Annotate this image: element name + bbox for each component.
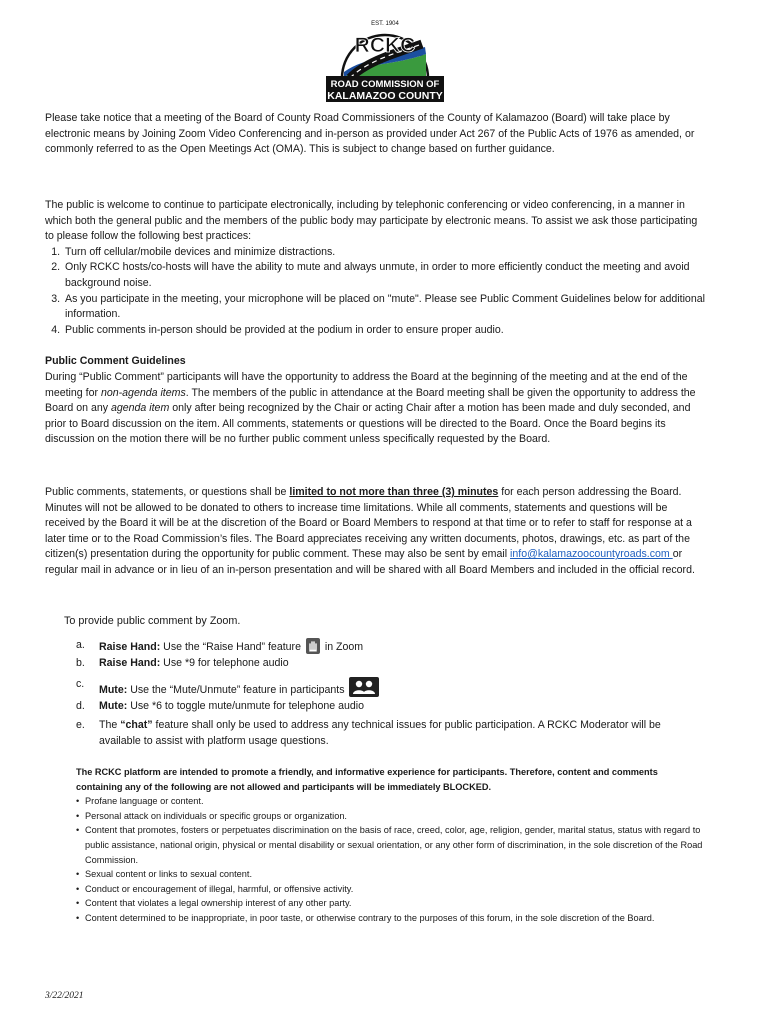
best-practices-list (45, 245, 705, 339)
welcome-paragraph: The public is welcome to continue to participate electronically, including by telephonic conferencing or video conferencing, in a manner in which both the general public and the members of the public body may participate by electronic means. To assist we ask those participating to please follow the following best practices: (45, 199, 698, 243)
item-label: “chat” (120, 719, 153, 732)
item-text: Use the “Mute/Unmute” feature in participants (127, 684, 348, 697)
logo-banner-line2: KALAMAZOO COUNTY (327, 90, 443, 102)
item-letter: b. (76, 656, 85, 669)
rule-item: • Sexual content or links to sexual content. (76, 867, 706, 882)
item-text: feature shall only be used to address any technical issues for public participation. A RCKC Moderator will be available to assist with platform usage questions. (99, 719, 661, 747)
zoom-item-c (76, 677, 696, 699)
content-rules (76, 765, 706, 926)
rule-item: • Profane language or content. (76, 794, 706, 809)
time-limit-emphasis: limited to not more than three (3) minutes (289, 486, 499, 498)
zoom-item-e (76, 718, 696, 749)
participants-icon (349, 677, 379, 697)
guidelines-paragraph (45, 370, 705, 448)
item-label: Mute: (99, 684, 128, 697)
rule-item: • Conduct or encouragement of illegal, harmful, or offensive activity. (76, 882, 706, 897)
limit-text: for each person addressing the Board. Minutes will not be allowed to be donated to others to increase time limitations. While all comments, statements and questions will be received by the Board it will be at the discretion of the Board or Board Members to respond at that time or to refer to staff for response at a later time or to the Road Commission’s files. The Board appreciates receiving any written documents, photos, drawings, etc. as part of the citizen(s) presentation during the opportunity for public comment. These may also be sent by email (45, 486, 692, 561)
item-label: Raise Hand: (99, 641, 161, 653)
practice-item: 3. As you participate in the meeting, your microphone will be placed on "mute". Please see Public Comment Guidelines below for additional information. (63, 292, 705, 323)
raise-hand-icon (306, 638, 320, 654)
zoom-item-b (76, 656, 696, 672)
item-label: Mute: (99, 699, 128, 712)
non-agenda-items-emphasis: non-agenda items (100, 386, 186, 399)
rule-item: • Content that violates a legal ownership interest of any other party. (76, 896, 706, 911)
logo-banner-line1: ROAD COMMISSION OF (330, 79, 440, 90)
logo-initials: RCKC (354, 34, 416, 57)
rule-item: • Personal attack on individuals or specific groups or organization. (76, 809, 706, 824)
item-letter: c. (76, 678, 85, 691)
rules-lead: The RCKC platform are intended to promote a friendly, and informative experience for participants. Therefore, content and comments containing any of the following are not allowed and participants will be immediately BLOCKED. (76, 767, 658, 792)
item-letter: d. (76, 699, 85, 712)
practice-item: 1. Turn off cellular/mobile devices and minimize distractions. (63, 245, 705, 261)
meeting-notice: Please take notice that a meeting of the Board of County Road Commissioners of the County of Kalamazoo (Board) will take place by electronic means by Joining Zoom Video Conferencing and in-person as provided under Act 267 of the Public Acts of 1976 as amended, or commonly referred to as the Open Meetings Act (OMA). This is subject to change based on further guidance. (45, 112, 695, 156)
zoom-item-a (76, 638, 696, 656)
guidelines-heading: Public Comment Guidelines (45, 355, 186, 368)
agenda-item-emphasis: agenda item (110, 402, 170, 415)
zoom-intro: To provide public comment by Zoom. (64, 615, 241, 627)
practice-item: 4. Public comments in-person should be provided at the podium in order to ensure proper audio. (63, 323, 705, 339)
zoom-item-d (76, 699, 696, 715)
item-label: Raise Hand: (99, 656, 161, 669)
limit-text: or regular mail in advance or in lieu of an in-person presentation and will be shared with all Board Members and included in the official record. (45, 548, 695, 576)
rule-item: • Content that promotes, fosters or perpetuates discrimination on the basis of race, creed, color, age, religion, gender, marital status, status with regard to public assistance, national origin, physical or mental disability or sexual orientation, or any other form of discrimination, in the sole discretion of the Road Commission. (76, 823, 706, 867)
participation-section (45, 198, 705, 448)
guidelines-text: During “Public Comment” participants will have the opportunity to address the Board at the beginning of the meeting and at the end of the meeting for (45, 370, 688, 399)
zoom-instructions (76, 638, 696, 750)
logo-established: EST. 1904 (371, 21, 399, 27)
item-text: in Zoom (321, 641, 364, 653)
rule-item: • Content determined to be inappropriate, in poor taste, or otherwise contrary to the purposes of this forum, in the sole discretion of the Board. (76, 911, 706, 926)
item-text: Use *6 to toggle mute/unmute for telephone audio (127, 699, 365, 712)
item-text: Use *9 for telephone audio (160, 656, 289, 669)
footer-date: 3/22/2021 (45, 991, 84, 1001)
prohibited-content-list (76, 794, 706, 925)
item-letter: e. (76, 719, 85, 732)
rckc-logo (320, 12, 450, 104)
item-letter: a. (76, 639, 85, 651)
item-text: The (99, 719, 121, 732)
guidelines-text: only after being recognized by the Chair or acting Chair after a motion has been made and duly seconded, and prior to Board discussion on the item. All comments, statements or questions will be directed to the Board. Once the Board begins its discussion on the motion there will be no further public comment unless specifically requested by the Board. (45, 402, 691, 446)
guidelines-text: . The members of the public in attendance at the Board meeting shall be given the opportunity to address the Board on any (45, 386, 696, 415)
email-link[interactable]: info@kalamazoocountyroads.com (510, 548, 673, 561)
item-text: Use the “Raise Hand” feature (160, 641, 304, 653)
time-limit-paragraph (45, 485, 705, 579)
limit-text: Public comments, statements, or questions shall be (45, 486, 290, 498)
practice-item: 2. Only RCKC hosts/co-hosts will have the ability to mute and always unmute, in order to more efficiently conduct the meeting and avoid background noise. (63, 260, 705, 291)
